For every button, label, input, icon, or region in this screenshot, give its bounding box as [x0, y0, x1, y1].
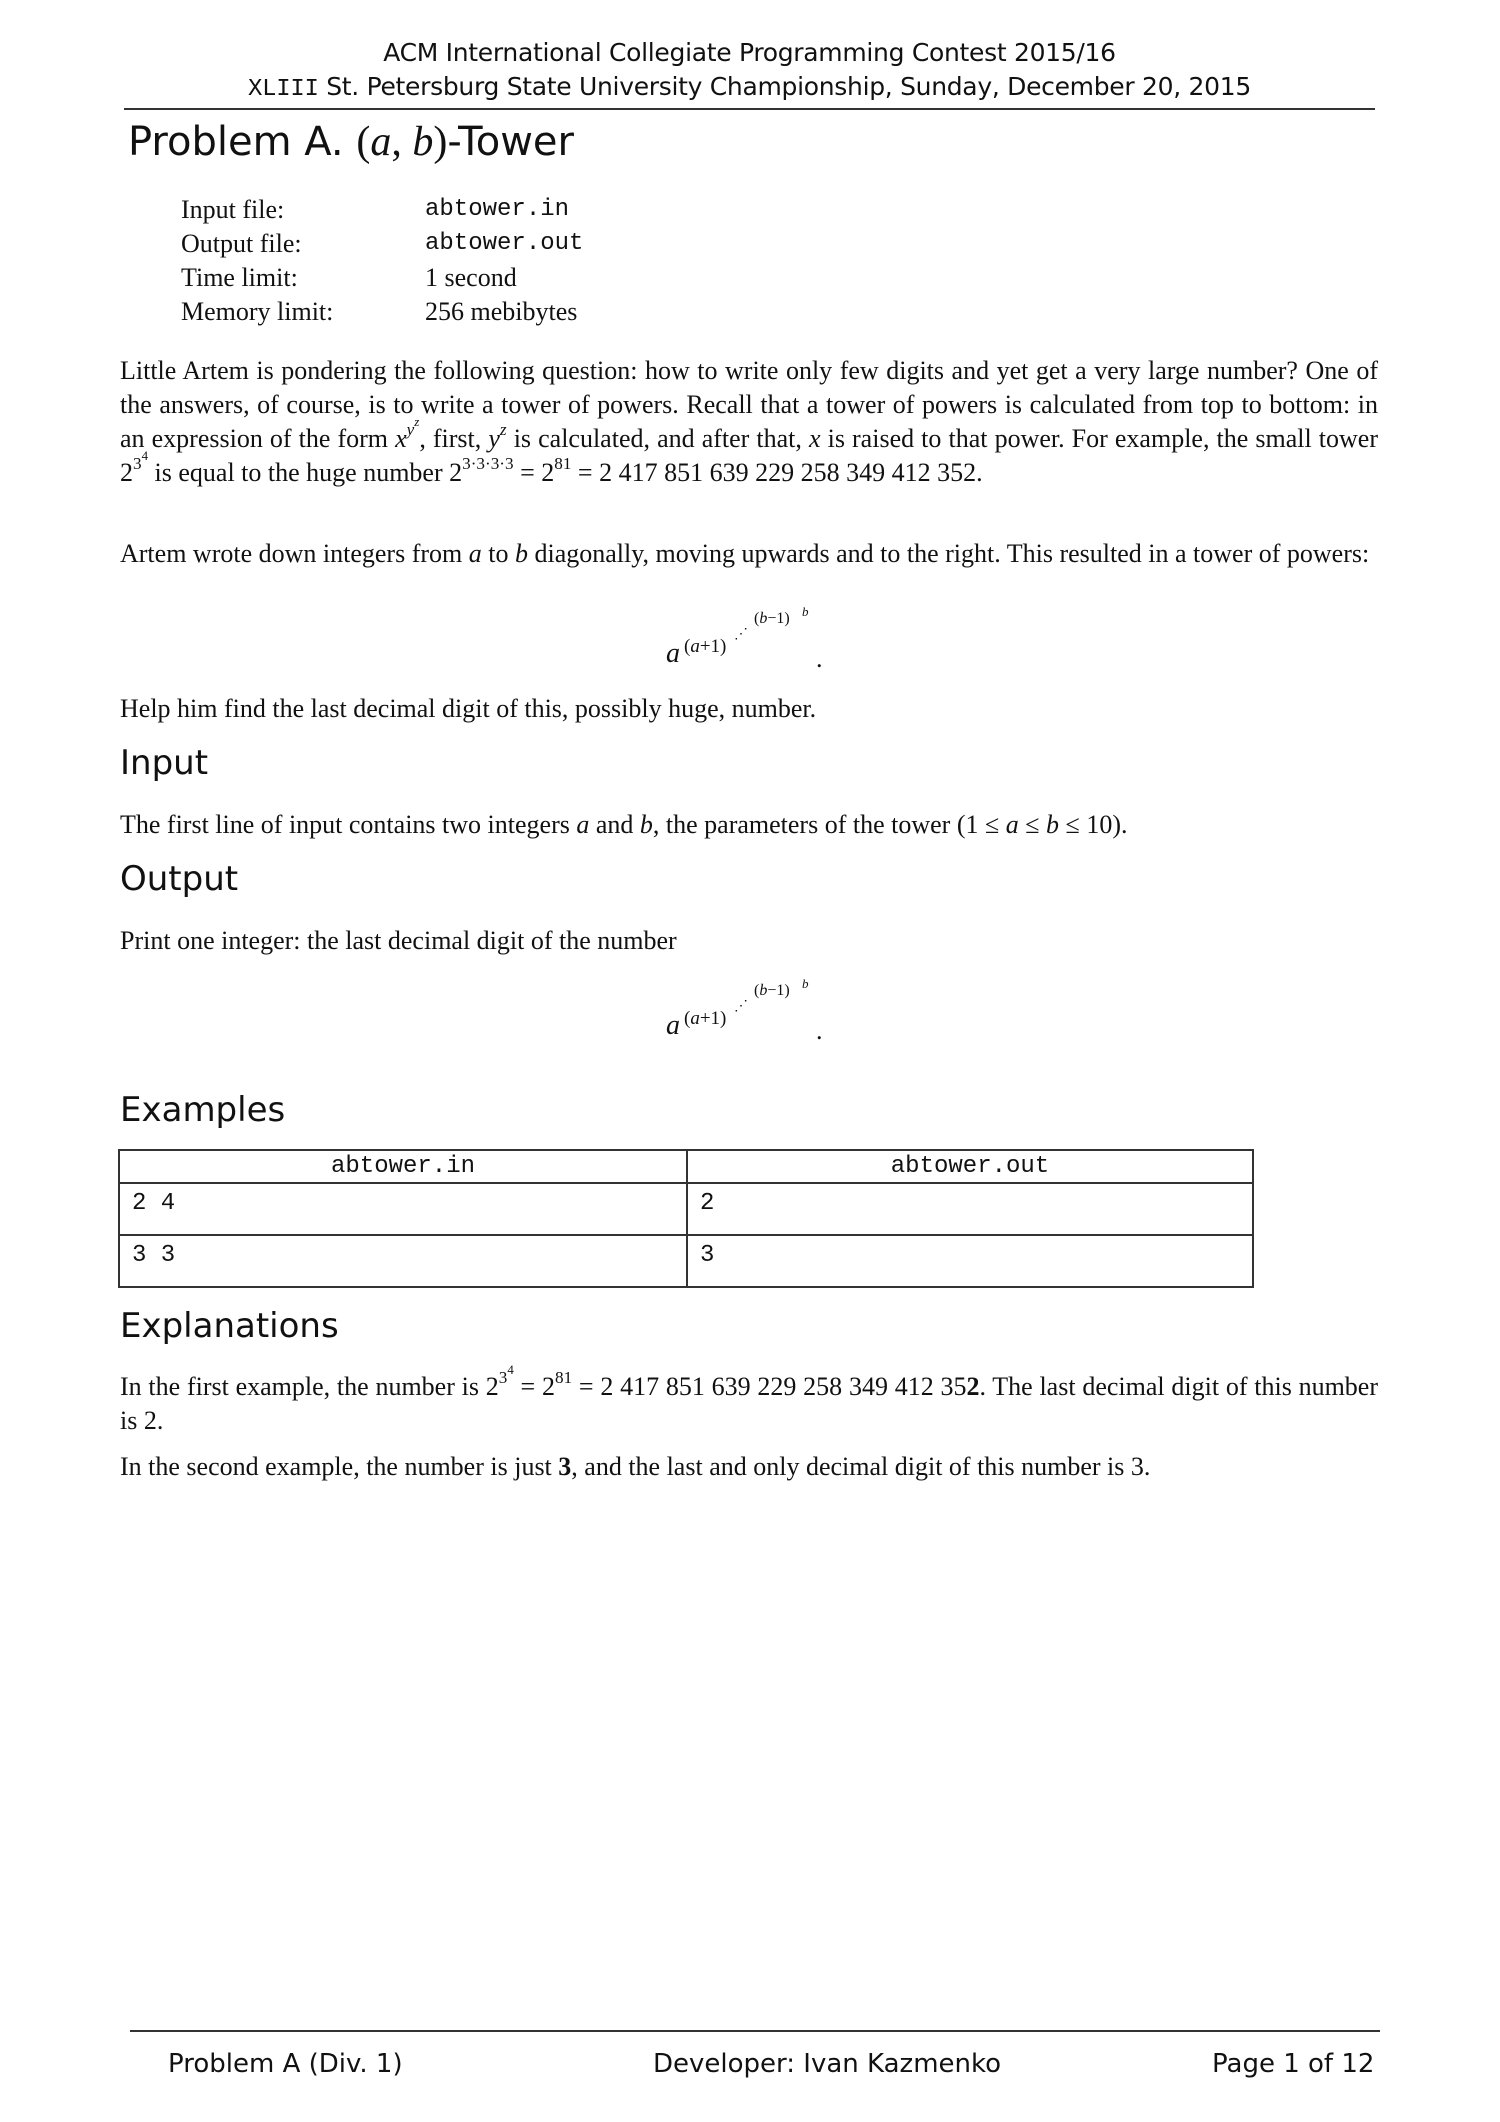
- input-text: [120, 808, 1378, 842]
- info-value: abtower.in: [425, 196, 570, 223]
- info-label: Time limit:: [181, 263, 298, 292]
- example-input-cell: 2 4: [119, 1183, 687, 1235]
- bold-digit: 3: [558, 1452, 572, 1481]
- footer-page-number: Page 1 of 12: [1212, 2049, 1375, 2079]
- title-suffix: -Tower: [447, 119, 574, 165]
- var-b: b: [514, 539, 528, 568]
- tower-exp1: (a+1): [684, 636, 727, 657]
- num: 2: [120, 458, 133, 487]
- num: 2 417 851 639 229 258 349 412 352: [599, 458, 977, 487]
- exponent: 3·3·3·3: [462, 453, 514, 473]
- num: 3: [133, 453, 142, 473]
- output-text: Print one integer: the last decimal digit of the number: [120, 926, 677, 955]
- paren-close: ): [433, 119, 448, 165]
- var-a: a: [1005, 810, 1019, 839]
- title-math: [356, 119, 447, 165]
- num: 2: [449, 458, 463, 487]
- explanation-paragraph-2: [120, 1450, 1378, 1484]
- var-y: y: [488, 424, 500, 453]
- math-huge-number: [449, 453, 983, 487]
- var-a: a: [370, 119, 392, 165]
- tower-top-exp: b: [802, 604, 809, 619]
- examples-table: [118, 1149, 1254, 1288]
- text: diagonally, moving upwards and to the right. This resulted in a tower of powers:: [527, 539, 1370, 568]
- event-text: St. Petersburg State University Championship, Sunday, December 20, 2015: [318, 72, 1251, 101]
- footer-developer: Developer: Ivan Kazmenko: [653, 2049, 1002, 2079]
- equals: =: [571, 458, 600, 487]
- column-header-output: abtower.out: [687, 1150, 1253, 1183]
- info-row-time-limit: [181, 261, 583, 295]
- math-xyz: [395, 415, 420, 453]
- num: 4: [507, 1363, 514, 1378]
- info-label: Output file:: [181, 229, 302, 258]
- explanations-heading: Explanations: [120, 1306, 339, 1346]
- tower-dots: ⋰: [734, 627, 749, 642]
- bold-digit: 2: [966, 1372, 980, 1401]
- equals: =: [513, 458, 542, 487]
- tower-formula-output: [666, 972, 836, 1052]
- examples-header-row: [119, 1150, 1253, 1183]
- var-z: z: [499, 419, 507, 439]
- tower-top: (b−1): [754, 610, 790, 627]
- tower-base: a: [666, 1010, 680, 1041]
- num: 4: [141, 449, 149, 464]
- exponent: 81: [554, 453, 572, 473]
- tower-top: (b−1): [754, 982, 790, 999]
- var-y: y: [406, 419, 415, 439]
- tower-dots: ⋰: [734, 999, 749, 1014]
- examples-heading: Examples: [120, 1090, 286, 1130]
- text: , the parameters of the tower (1 ≤: [652, 810, 1006, 839]
- table-row: [119, 1235, 1253, 1287]
- var-b: b: [1046, 810, 1060, 839]
- text: Artem wrote down integers from: [120, 539, 469, 568]
- column-header-input: abtower.in: [119, 1150, 687, 1183]
- legend-paragraph-2: [120, 537, 1378, 571]
- var-z: z: [414, 415, 420, 430]
- num: 2: [485, 1372, 499, 1401]
- text: ≤: [1018, 810, 1047, 839]
- equals: =: [513, 1372, 542, 1401]
- var-b: b: [639, 810, 653, 839]
- table-row: [119, 1183, 1253, 1235]
- math-yz: [488, 419, 507, 453]
- var-b: b: [412, 119, 434, 165]
- text: is raised to that power. For example, the small tower: [820, 424, 1378, 453]
- header-rule: [124, 108, 1375, 110]
- example-output-cell: 3: [687, 1235, 1253, 1287]
- num: 2 417 851 639 229 258 349 412 35: [600, 1372, 967, 1401]
- tower-period: .: [816, 644, 823, 673]
- legend-paragraph-3: Help him find the last decimal digit of this, possibly huge, number.: [120, 694, 817, 723]
- text: , and the last and only decimal digit of this number is 3.: [571, 1452, 1151, 1481]
- text: . The last decimal digit of this number is 2.: [120, 1372, 1378, 1435]
- title-prefix: Problem A.: [128, 119, 344, 165]
- tower-top-exp: b: [802, 976, 809, 991]
- text: and: [589, 810, 640, 839]
- input-heading: Input: [120, 743, 209, 783]
- info-label: Memory limit:: [181, 297, 334, 326]
- exponent: 81: [554, 1367, 573, 1387]
- info-value: abtower.out: [425, 230, 584, 257]
- tower-period: .: [816, 1016, 823, 1045]
- text: is equal to the huge number: [148, 458, 450, 487]
- var-x: x: [395, 424, 407, 453]
- comma: ,: [391, 119, 413, 165]
- text: The first line of input contains two integers: [120, 810, 577, 839]
- output-heading: Output: [120, 859, 239, 899]
- info-row-memory-limit: [181, 295, 583, 329]
- text: to: [481, 539, 515, 568]
- tower-exp1: (a+1): [684, 1008, 727, 1029]
- text: In the second example, the number is just: [120, 1452, 559, 1481]
- text: , first,: [419, 424, 489, 453]
- num: 2: [541, 1372, 555, 1401]
- running-header-contest: ACM International Collegiate Programming Contest 2015/16: [383, 38, 1116, 67]
- info-label: Input file:: [181, 195, 285, 224]
- text: is calculated, and after that,: [506, 424, 809, 453]
- var-a: a: [576, 810, 590, 839]
- period: .: [976, 458, 983, 487]
- roman-numeral: XLIII: [248, 76, 319, 103]
- explanation-paragraph-1: [120, 1363, 1378, 1438]
- math-small-tower: [120, 449, 149, 487]
- var-x: x: [808, 424, 821, 453]
- paren-open: (: [356, 119, 371, 165]
- footer-problem: Problem A (Div. 1): [168, 2049, 403, 2079]
- example-output-cell: 2: [687, 1183, 1253, 1235]
- num: 2: [541, 458, 555, 487]
- info-value: 1 second: [425, 263, 517, 292]
- problem-info: [181, 193, 583, 329]
- info-row-input-file: [181, 193, 583, 227]
- text: ≤ 10).: [1059, 810, 1128, 839]
- text: In the first example, the number is: [120, 1372, 486, 1401]
- text: Little Artem is pondering the following question: how to write only few digits and yet get a very large number? One of the answers, of course, is to write a tower of powers. Recall that a tower of powers is calculated from top to bottom: in an expression of the form: [120, 356, 1378, 453]
- info-row-output-file: [181, 227, 583, 261]
- var-a: a: [468, 539, 482, 568]
- example-input-cell: 3 3: [119, 1235, 687, 1287]
- info-value: 256 mebibytes: [425, 297, 578, 326]
- tower-base: a: [666, 638, 680, 669]
- running-header-event: [124, 72, 1375, 103]
- equals: =: [572, 1372, 601, 1401]
- problem-title: [128, 118, 574, 166]
- legend-paragraph-1: [120, 354, 1378, 490]
- math-explanation: [485, 1363, 980, 1401]
- tower-formula: [666, 600, 836, 680]
- footer-rule: [130, 2030, 1380, 2032]
- num: 3: [498, 1367, 508, 1387]
